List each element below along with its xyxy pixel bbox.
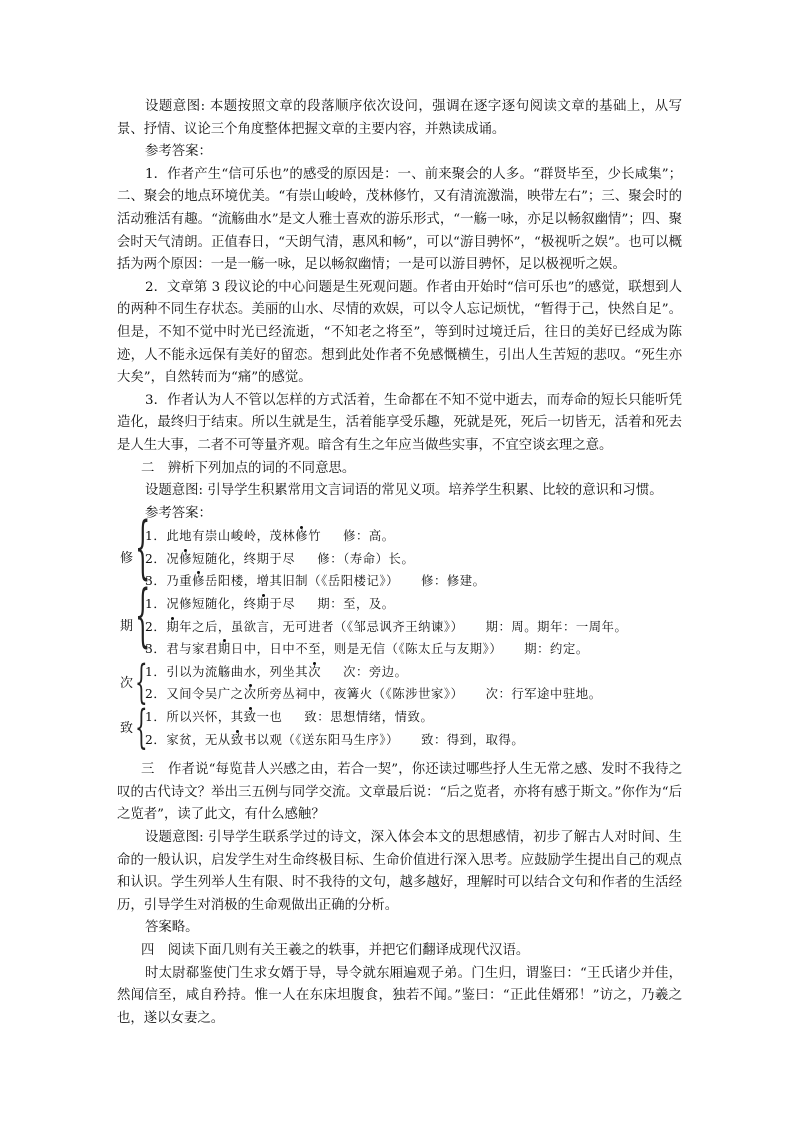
spacer	[117, 751, 682, 759]
answer-3: 3．作者认为人不管以怎样的方式活着，生命都在不知不觉中逝去，而寿命的短长只能听凭造化，最终归于结束。所以生就是生，活着能享受乐趣，死就是死，死后一切皆无，活着和死去是人生大事，二者不可等量齐观。暗含有生之年应当做些实事，不宜空谈玄理之意。	[117, 392, 682, 453]
example-line: 1．况修短随化，终期于尽 期：至，及。	[145, 597, 395, 612]
example-line: 3．君与家君期日中，日中不至，则是无信（《陈太丘与友期》） 期：约定。	[145, 642, 589, 657]
brace-icon: {	[135, 700, 148, 755]
example-line: 2．期年之后，虽欲言，无可进者（《邹忌讽齐王纳谏》） 期：周。期年：一周年。	[145, 619, 628, 634]
question-2-heading: 二 辨析下列加点的词的不同意思。	[141, 460, 356, 476]
answer-omitted: 答案略。	[145, 920, 199, 936]
group-label: 修	[120, 551, 134, 567]
design-intent-2: 设题意图: 引导学生积累常用文言词语的常见义项。培养学生积累、比较的意识和习惯。	[145, 483, 663, 499]
brace-icon: {	[135, 576, 151, 656]
example-line: 2．家贫，无从致书以观（《送东阳马生序》） 致：得到，取得。	[145, 732, 525, 747]
word-group-zhi	[117, 700, 682, 755]
brace-icon: {	[135, 655, 148, 710]
example-line: 1．此地有崇山峻岭，茂林修竹 修：高。	[145, 529, 395, 544]
example-line: 1．引以为流觞曲水，列坐其次 次：旁边。	[145, 664, 408, 679]
group-label: 次	[120, 675, 134, 691]
example-line: 2．又间令吴广之次所旁丛祠中，夜篝火（《陈涉世家》） 次：行军途中驻地。	[145, 687, 602, 702]
example-line: 1．所以兴怀，其致一也 致：思想情绪，情致。	[145, 710, 434, 725]
example-line: 2．况修短随化，终期于尽 修：（寿命）长。	[145, 551, 415, 566]
brace-icon: {	[135, 508, 151, 589]
answer-1: 1．作者产生“信可乐也”的感受的原因是：一、前来聚会的人多。“群贤毕至，少长咸集”；二、聚会的地点环境优美。“有崇山峻岭，茂林修竹，又有清流激湍，映带左右”；三、聚会时的活动雅活有趣。“流觞曲水”是文人雅士喜欢的游乐形式，“一觞一咏，亦足以畅叙幽情”；四、聚会时天气清朗。正值春日，“天朗气清，惠风和畅”，可以“游目骋怀”，“极视听之娱”。也可以概括为两个原因：一是一觞一咏，足以畅叙幽情；一是可以游目骋怀，足以极视听之娱。	[117, 166, 682, 273]
design-intent-1: 设题意图: 本题按照文章的段落顺序依次设问，强调在逐字逐句阅读文章的基础上，从写景、抒情、议论三个角度整体把握文章的主要内容，并熟读成诵。	[117, 99, 682, 137]
anecdote-passage: 时太尉郗鉴使门生求女婿于导，导令就东厢遍观子弟。门生归，谓鉴曰：“王氏诸少并佳，然闻信至，咸自矜持。惟一人在东床坦腹食，独若不闻。”鉴曰：“正此佳婿邪！”访之，乃羲之也，遂以女妻之。	[117, 965, 682, 1026]
reference-answer-heading-1: 参考答案：	[145, 144, 212, 160]
reference-answer-heading-2: 参考答案：	[145, 505, 212, 521]
group-label: 期	[120, 619, 134, 635]
question-4-heading: 四 阅读下面几则有关王羲之的轶事，并把它们翻译成现代汉语。	[141, 942, 530, 958]
document-page	[117, 96, 682, 1030]
design-intent-3: 设题意图: 引导学生联系学过的诗文，深入体会本文的思想感情，初步了解古人对时间、生命的一般认识，启发学生对生命终极目标、生命价值进行深入思考。应鼓励学生提出自己的观点和认识。学生列举人生有限、时不我待的文句，越多越好，理解时可以结合文句和作者的生活经历，引导学生对消极的生命观做出正确的分析。	[117, 830, 682, 913]
example-line: 3．乃重修岳阳楼，增其旧制（《岳阳楼记》） 修：修建。	[145, 574, 486, 589]
group-label: 致	[120, 721, 134, 737]
word-group-ci	[117, 655, 682, 710]
answer-2: 2．文章第 3 段议论的中心问题是生死观问题。作者由开始时“信可乐也”的感觉，联想到人的两种不同生存状态。美丽的山水、尽情的欢娱，可以令人忘记烦忧，“暂得于己，快然自足”。但是，不知不觉中时光已经流逝，“不知老之将至”，等到时过境迁后，往日的美好已经成为陈迹，人不能永远保有美好的留恋。想到此处作者不免感慨横生，引出人生苦短的悲叹。“死生亦大矣”，自然转而为“痛”的感觉。	[117, 279, 682, 386]
question-3-heading: 三 作者说“每览昔人兴感之由，若合一契”，你还读过哪些抒人生无常之感、发时不我待之叹的古代诗文？举出三五例与同学交流。文章最后说：“后之览者，亦将有感于斯文。”你作为“后之览者”，读了此文，有什么感触？	[117, 762, 682, 823]
